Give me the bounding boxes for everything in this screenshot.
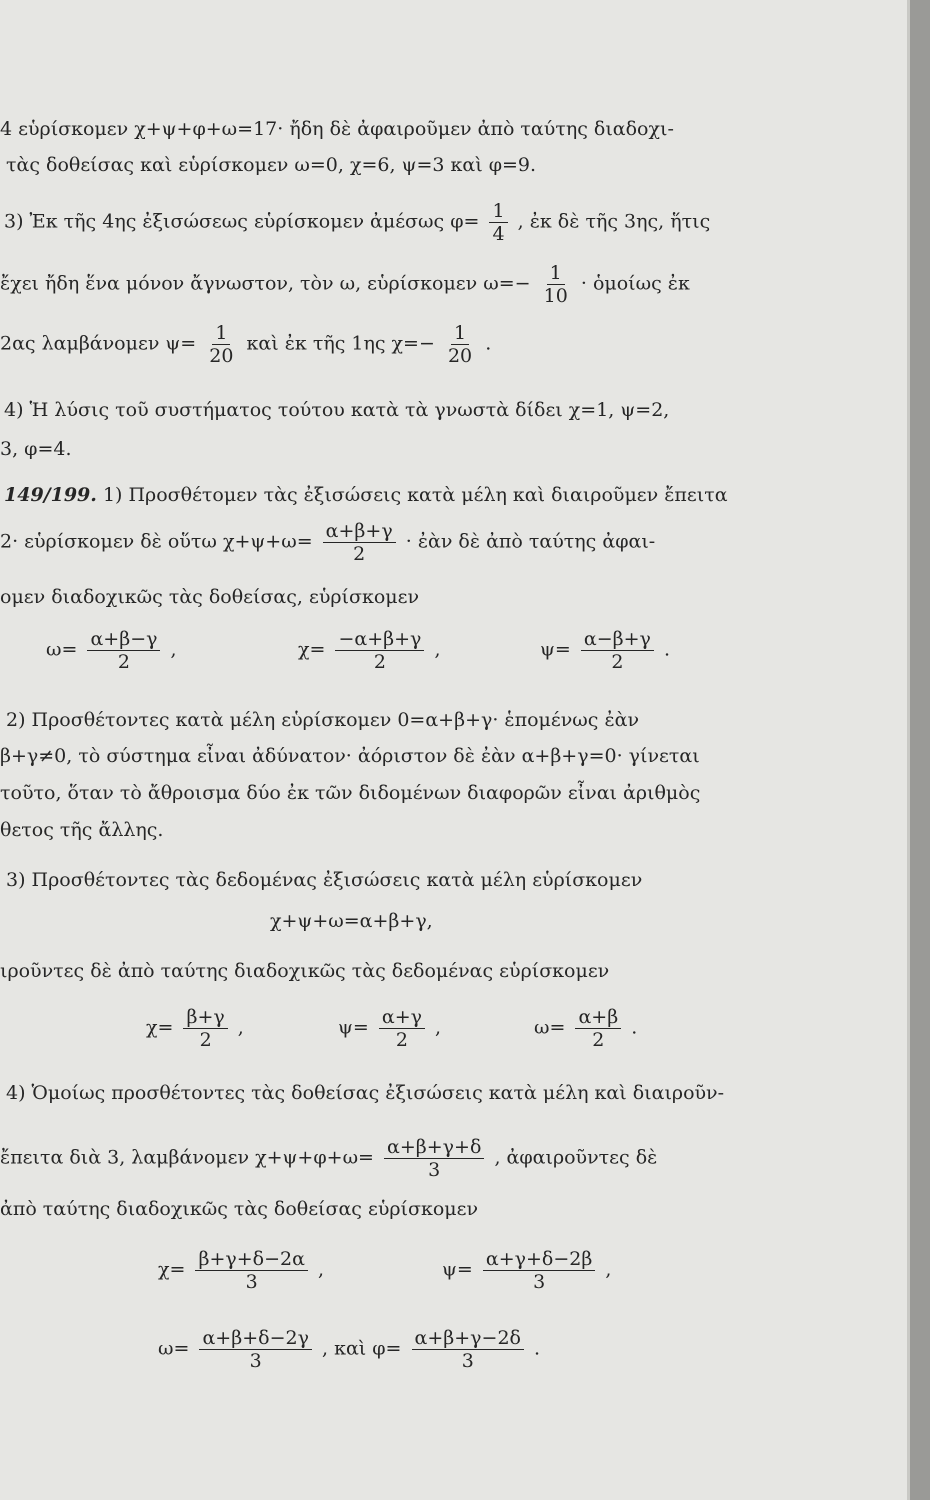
denominator: 2 xyxy=(373,651,386,673)
line-text: . xyxy=(534,1337,541,1360)
text-line xyxy=(0,818,163,842)
text-line xyxy=(6,708,639,732)
line-text: ψ= xyxy=(338,1016,369,1039)
line-text: 2ας λαμβάνομεν ψ= xyxy=(0,332,197,355)
line-text: · ἐὰν δὲ ἀπὸ ταύτης ἀφαι- xyxy=(405,530,656,553)
equation-line xyxy=(158,1248,324,1293)
line-text: · ὁμοίως ἐκ xyxy=(580,272,690,295)
fraction xyxy=(206,322,236,367)
equation-line xyxy=(338,1006,441,1051)
line-text: χ= xyxy=(146,1016,174,1039)
fraction xyxy=(489,200,507,245)
denominator: 3 xyxy=(245,1271,258,1293)
equation-line xyxy=(298,628,441,673)
line-text: 2· εὑρίσκομεν δὲ οὕτω χ+ψ+ω= xyxy=(0,530,313,553)
numerator: α+β+δ−2γ xyxy=(199,1327,311,1350)
denominator: 4 xyxy=(492,223,505,245)
line-text: , καὶ φ= xyxy=(321,1337,402,1360)
line-text: . xyxy=(663,638,670,661)
line-text: ιροῦντες δὲ ἀπὸ ταύτης διαδοχικῶς τὰς δεδομένας εὑρίσκομεν xyxy=(0,960,610,982)
line-text: θετος τῆς ἄλλης. xyxy=(0,819,164,841)
denominator: 2 xyxy=(353,543,366,565)
text-line xyxy=(6,153,536,177)
equation-line xyxy=(158,1327,540,1372)
text-line xyxy=(4,398,669,422)
line-text: χ= xyxy=(298,638,326,661)
denominator: 3 xyxy=(461,1350,474,1372)
numerator: β+γ+δ−2α xyxy=(195,1248,307,1271)
line-text: β+γ≠0, τὸ σύστημα εἶναι ἀδύνατον· ἀόριστον δὲ ἐὰν α+β+γ=0· γίνεται xyxy=(0,745,700,767)
fraction xyxy=(183,1006,227,1051)
line-text: 3) Προσθέτοντες τὰς δεδομένας ἐξισώσεις κατὰ μέλη εὑρίσκομεν xyxy=(6,869,643,891)
fraction xyxy=(335,628,424,673)
text-line xyxy=(0,744,700,768)
numerator: α−β+γ xyxy=(581,628,654,651)
text-line xyxy=(0,1136,657,1181)
text-line xyxy=(6,868,642,892)
line-text: , xyxy=(605,1258,612,1281)
line-text: ψ= xyxy=(540,638,571,661)
equation-line xyxy=(442,1248,611,1293)
fraction xyxy=(379,1006,425,1051)
denominator: 2 xyxy=(611,651,624,673)
text-line xyxy=(0,781,700,805)
text-line xyxy=(0,959,609,983)
denominator: 2 xyxy=(592,1029,605,1051)
text-line xyxy=(0,520,655,565)
numerator: 1 xyxy=(489,200,507,223)
fraction xyxy=(384,1136,484,1181)
line-text: καὶ ἐκ τῆς 1ης χ=− xyxy=(246,332,435,355)
binding-gutter xyxy=(910,0,930,1500)
numerator: 1 xyxy=(451,322,469,345)
numerator: α+β xyxy=(575,1006,621,1029)
line-text: χ+ψ+ω=α+β+γ, xyxy=(270,910,433,932)
equation-line xyxy=(534,1006,637,1051)
line-text: . xyxy=(485,332,492,355)
line-text: , xyxy=(237,1016,244,1039)
numerator: α+γ+δ−2β xyxy=(483,1248,595,1271)
fraction xyxy=(412,1327,524,1372)
denominator: 3 xyxy=(428,1159,441,1181)
line-text: ομεν διαδοχικῶς τὰς δοθείσας, εὑρίσκομεν xyxy=(0,586,420,608)
numerator: −α+β+γ xyxy=(335,628,424,651)
line-text: , xyxy=(318,1258,325,1281)
text-line xyxy=(0,437,72,461)
numerator: α+γ xyxy=(379,1006,425,1029)
line-text: , ἀφαιροῦντες δὲ xyxy=(494,1146,658,1169)
line-text: ω= xyxy=(46,638,78,661)
fraction xyxy=(483,1248,595,1293)
line-text: 3) Ἐκ τῆς 4ης ἐξισώσεως εὑρίσκομεν ἀμέσως φ= xyxy=(4,210,480,233)
equation-line xyxy=(270,909,433,933)
fraction xyxy=(445,322,475,367)
line-text: 4 εὑρίσκομεν χ+ψ+φ+ω=17· ἤδη δὲ ἀφαιροῦμεν ἀπὸ ταύτης διαδοχι- xyxy=(0,118,674,140)
denominator: 3 xyxy=(533,1271,546,1293)
fraction xyxy=(195,1248,307,1293)
line-text: χ= xyxy=(158,1258,186,1281)
fraction xyxy=(541,262,571,307)
line-text: 3, φ=4. xyxy=(0,438,72,460)
text-line xyxy=(4,483,728,507)
equation-line xyxy=(46,628,177,673)
equation-line xyxy=(146,1006,244,1051)
line-text: 2) Προσθέτοντες κατὰ μέλη εὑρίσκομεν 0=α+β+γ· ἑπομένως ἐὰν xyxy=(6,709,640,731)
line-text: 4) Ἡ λύσις τοῦ συστήματος τούτου κατὰ τὰ γνωστὰ δίδει χ=1, ψ=2, xyxy=(4,399,670,421)
numerator: α+β+γ−2δ xyxy=(412,1327,524,1350)
fraction xyxy=(87,628,160,673)
denominator: 2 xyxy=(395,1029,408,1051)
line-text: , xyxy=(434,638,441,661)
denominator: 20 xyxy=(447,345,473,367)
line-text: , xyxy=(435,1016,442,1039)
numerator: 1 xyxy=(212,322,230,345)
denominator: 2 xyxy=(117,651,131,673)
denominator: 2 xyxy=(199,1029,212,1051)
numerator: 1 xyxy=(547,262,565,285)
text-line xyxy=(0,262,690,307)
text-line xyxy=(0,117,674,141)
fraction xyxy=(199,1327,311,1372)
line-text: , xyxy=(170,638,177,661)
text-line xyxy=(0,585,419,609)
denominator: 20 xyxy=(209,345,234,367)
line-text: ω= xyxy=(534,1016,566,1039)
equation-line xyxy=(540,628,670,673)
text-line xyxy=(0,322,491,367)
numerator: α+β+γ+δ xyxy=(384,1136,484,1159)
line-text: ψ= xyxy=(442,1258,473,1281)
text-line xyxy=(0,1197,478,1221)
fraction xyxy=(581,628,654,673)
fraction xyxy=(323,520,396,565)
numerator: β+γ xyxy=(183,1006,227,1029)
line-text: ἔπειτα διὰ 3, λαμβάνομεν χ+ψ+φ+ω= xyxy=(0,1146,374,1169)
exercise-number: 149/199. xyxy=(4,484,97,506)
denominator: 3 xyxy=(249,1350,262,1372)
line-text: ω= xyxy=(158,1337,190,1360)
line-text: ἀπὸ ταύτης διαδοχικῶς τὰς δοθείσας εὑρίσκομεν xyxy=(0,1198,479,1220)
fraction xyxy=(575,1006,621,1051)
line-text: τὰς δοθείσας καὶ εὑρίσκομεν ω=0, χ=6, ψ=3 καὶ φ=9. xyxy=(6,154,537,176)
denominator: 10 xyxy=(543,285,568,307)
text-line xyxy=(6,1081,724,1105)
text-line xyxy=(4,200,710,245)
line-text: 4) Ὁμοίως προσθέτοντες τὰς δοθείσας ἐξισώσεις κατὰ μέλη καὶ διαιροῦν- xyxy=(6,1082,725,1104)
line-text: τοῦτο, ὅταν τὸ ἄθροισμα δύο ἐκ τῶν διδομένων διαφορῶν εἶναι ἀριθμὸς xyxy=(0,782,701,804)
numerator: α+β−γ xyxy=(87,628,160,651)
numerator: α+β+γ xyxy=(323,520,396,543)
line-text: , ἐκ δὲ τῆς 3ης, ἥτις xyxy=(517,210,711,233)
line-text: 1) Προσθέτομεν τὰς ἐξισώσεις κατὰ μέλη καὶ διαιροῦμεν ἔπειτα xyxy=(102,484,728,506)
line-text: ἔχει ἤδη ἕνα μόνον ἄγνωστον, τὸν ω, εὑρίσκομεν ω=− xyxy=(0,272,531,295)
line-text: . xyxy=(631,1016,638,1039)
